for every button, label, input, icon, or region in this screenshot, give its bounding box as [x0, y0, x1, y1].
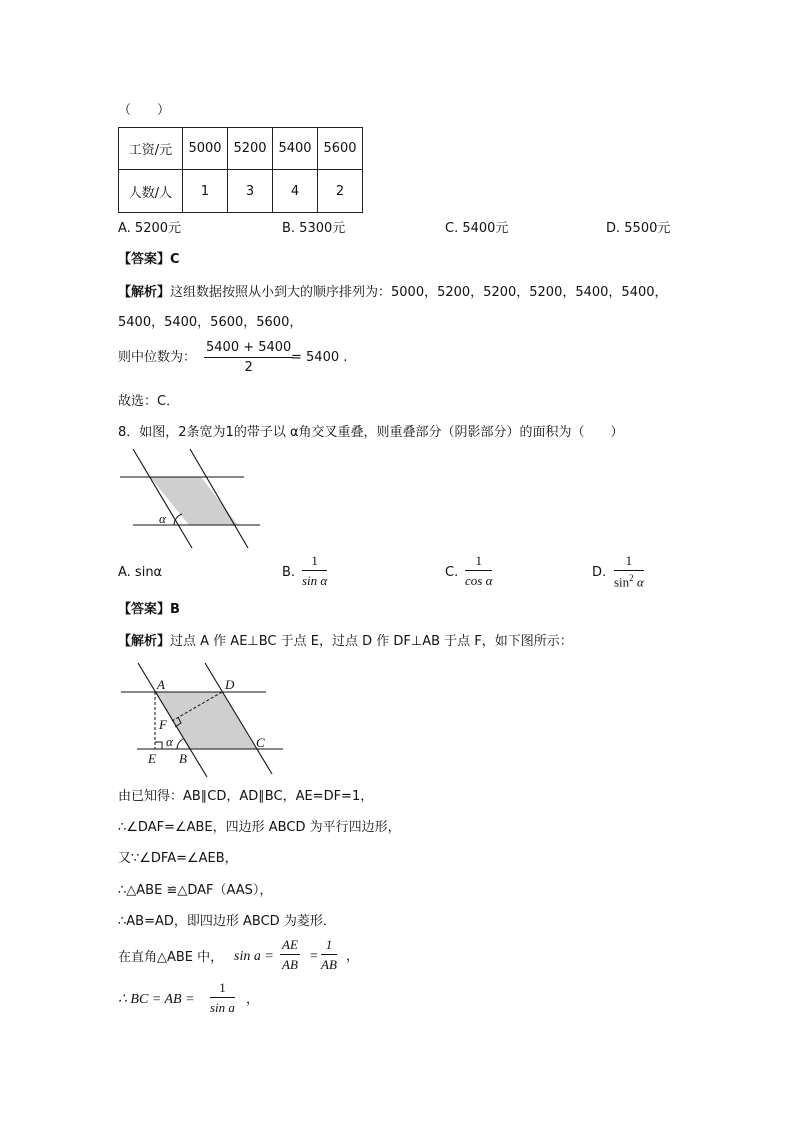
fraction-denominator: AB: [282, 957, 298, 972]
final-end: ，: [246, 992, 260, 1007]
table-cell: 1: [183, 170, 228, 213]
q8-option-a: A. sinα: [118, 565, 163, 580]
q7-option-a: A. 5200元: [118, 221, 182, 236]
fraction-numerator: 5400 + 5400: [204, 341, 293, 358]
right-angle-mark-e: [155, 742, 162, 749]
point-label-a: A: [157, 677, 165, 692]
exponent: 2: [629, 573, 634, 583]
q7-paren: （ ）: [118, 103, 171, 118]
rt-fraction-2: [321, 938, 337, 971]
analysis-tag: 【解析】: [118, 285, 171, 300]
fraction-numerator: 1: [210, 981, 235, 998]
table-cell: 5000: [183, 128, 228, 170]
q7-option-b: B. 5300元: [282, 221, 346, 236]
fraction-denominator: sin α: [302, 573, 328, 588]
rt-equals: =: [310, 949, 318, 964]
point-label-d: D: [225, 677, 235, 692]
alpha-label: α: [159, 511, 166, 526]
alpha-var: α: [636, 574, 644, 590]
fraction-numerator: 1: [465, 554, 492, 571]
q7-analysis-line2: 5400，5400，5600，5600，: [118, 315, 303, 330]
table-cell: 人数/人: [119, 170, 183, 213]
fraction-numerator: AE: [280, 938, 300, 955]
q7-option-d: D. 5500元: [606, 221, 671, 236]
rt-prefix: 在直角△ABE 中，: [118, 950, 224, 965]
rt-end: ，: [346, 949, 360, 964]
median-result: = 5400 .: [291, 350, 348, 365]
alpha-label: α: [166, 734, 173, 749]
q7-conclusion: 故选：C．: [118, 394, 180, 409]
analysis-text: 这组数据按照从小到大的顺序排列为：5000，5200，5200，5200，5400，5400，: [170, 285, 668, 300]
fraction-numerator: 1: [321, 938, 337, 955]
q8-option-b-label: B.: [282, 565, 296, 580]
table-cell: 5200: [228, 128, 273, 170]
proof-step-1: 由已知得：AB∥CD，AD∥BC，AE=DF=1，: [118, 789, 374, 804]
proof-step-3: 又∵∠DFA=∠AEB，: [118, 851, 238, 866]
fraction-denominator: sin a: [210, 1000, 235, 1015]
rt-fraction-1: [280, 938, 300, 971]
fraction-denominator: 2: [244, 360, 253, 375]
table-cell: 2: [318, 170, 363, 213]
fraction-numerator: 1: [302, 554, 327, 571]
q8-stem: 8．如图，2条宽为1的带子以 α角交叉重叠，则重叠部分（阴影部分）的面积为（ ）: [118, 425, 624, 440]
analysis-text: 过点 A 作 AE⊥BC 于点 E，过点 D 作 DF⊥AB 于点 F，如下图所示：: [170, 634, 573, 649]
alpha-arc: [177, 739, 183, 749]
final-fraction: [210, 981, 235, 1014]
q8-option-c-label: C.: [445, 565, 459, 580]
analysis-tag: 【解析】: [118, 634, 171, 649]
point-label-f: F: [159, 717, 167, 732]
fraction-numerator: 1: [614, 554, 644, 571]
final-prefix: ∴ BC = AB =: [118, 992, 195, 1007]
point-label-c: C: [256, 735, 265, 750]
rt-sin: sin a =: [234, 949, 274, 964]
proof-step-5: ∴AB=AD，即四边形 ABCD 为菱形．: [118, 914, 336, 929]
q7-answer: 【答案】C: [118, 252, 180, 267]
table-cell: 3: [228, 170, 273, 213]
q8-option-d-label: D.: [592, 565, 607, 580]
table-cell: 5600: [318, 128, 363, 170]
table-cell: 工资/元: [119, 128, 183, 170]
proof-step-4: ∴△ABE ≌△DAF（AAS），: [118, 883, 273, 898]
fraction-denominator: cos α: [465, 573, 493, 588]
proof-step-2: ∴∠DAF=∠ABE，四边形 ABCD 为平行四边形，: [118, 820, 401, 835]
sin-text: sin: [614, 574, 630, 590]
fraction-denominator: AB: [321, 957, 337, 972]
q7-option-c: C. 5400元: [445, 221, 509, 236]
point-label-b: B: [179, 751, 187, 766]
q8-answer: 【答案】B: [118, 602, 180, 617]
table-cell: 4: [273, 170, 318, 213]
median-prefix: 则中位数为：: [118, 350, 197, 365]
table-cell: 5400: [273, 128, 318, 170]
point-label-e: E: [148, 751, 156, 766]
